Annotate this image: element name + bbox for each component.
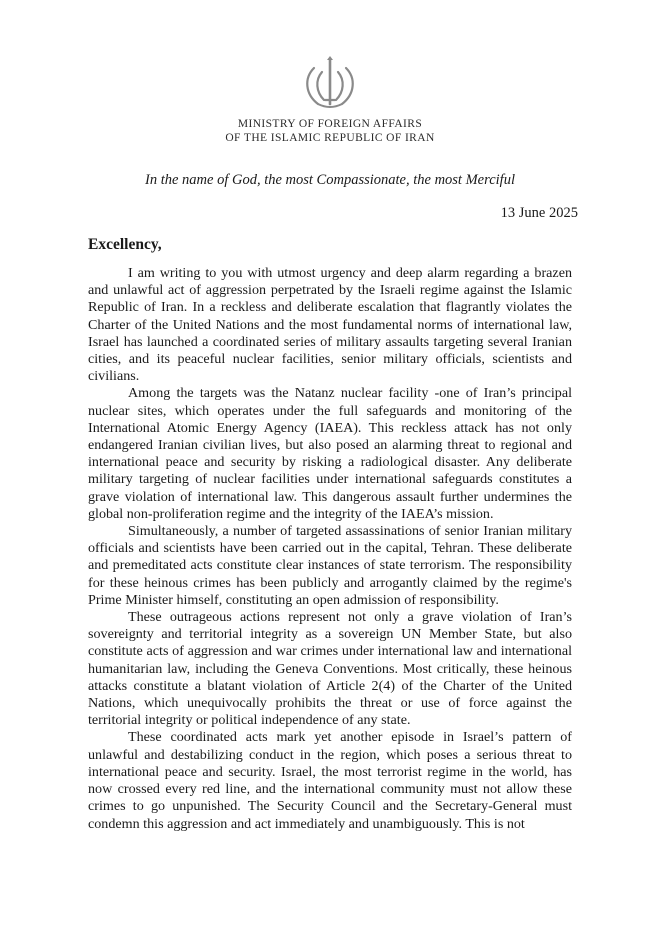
ministry-name-line2: OF THE ISLAMIC REPUBLIC OF IRAN — [225, 132, 435, 144]
invocation: In the name of God, the most Compassionate, the most Merciful — [145, 172, 515, 188]
iran-emblem-icon — [302, 54, 358, 110]
body-paragraph: Among the targets was the Natanz nuclear facility -one of Iran’s principal nuclear sites, which operates under the full safeguards and monitoring of the International Atomic Energy Agency (IAEA). This reckless attack has not only endangered Iranian civilian lives, but also posed an alarming threat to regional and international peace and security by risking a radiological disaster. Any deliberate military targeting of nuclear facilities under international safeguards constitutes a grave violation of international law. This dangerous assault further undermines the global non-proliferation regime and the integrity of the IAEA’s mission. — [88, 385, 572, 522]
ministry-name-line1: MINISTRY OF FOREIGN AFFAIRS — [237, 118, 423, 130]
letter-body — [88, 265, 572, 833]
body-paragraph: I am writing to you with utmost urgency and deep alarm regarding a brazen and unlawful act of aggression perpetrated by the Israeli regime against the Islamic Republic of Iran. In a reckless and deliberate escalation that flagrantly violates the Charter of the United Nations and the most fundamental norms of international law, Israel has launched a coordinated series of military assaults targeting several Iranian cities, and its peaceful nuclear facilities, senior military officials, scientists and civilians. — [88, 265, 572, 385]
salutation: Excellency, — [88, 236, 162, 253]
letter-date: 13 June 2025 — [500, 205, 578, 221]
body-paragraph: These coordinated acts mark yet another episode in Israel’s pattern of unlawful and destabilizing conduct in the region, which poses a serious threat to international peace and security. Israel, the most terrorist regime in the world, has now crossed every red line, and the international community must not allow these crimes to go unpunished. The Security Council and the Secretary-General must condemn this aggression and act immediately and unambiguously. This is not — [88, 729, 572, 832]
body-paragraph: These outrageous actions represent not only a grave violation of Iran’s sovereignty and territorial integrity as a sovereign UN Member State, but also constitute acts of aggression and war crimes under international law and international humanitarian law, including the Geneva Conventions. Most critically, these heinous attacks constitute a blatant violation of Article 2(4) of the Charter of the United Nations, which unequivocally prohibits the threat or use of force against the territorial integrity or political independence of any state. — [88, 609, 572, 729]
body-paragraph: Simultaneously, a number of targeted assassinations of senior Iranian military officials and scientists have been carried out in the capital, Tehran. These deliberate and premeditated acts constitute clear instances of state terrorism. The responsibility for these heinous crimes has been publicly and arrogantly claimed by the regime's Prime Minister himself, constituting an open admission of responsibility. — [88, 523, 572, 608]
